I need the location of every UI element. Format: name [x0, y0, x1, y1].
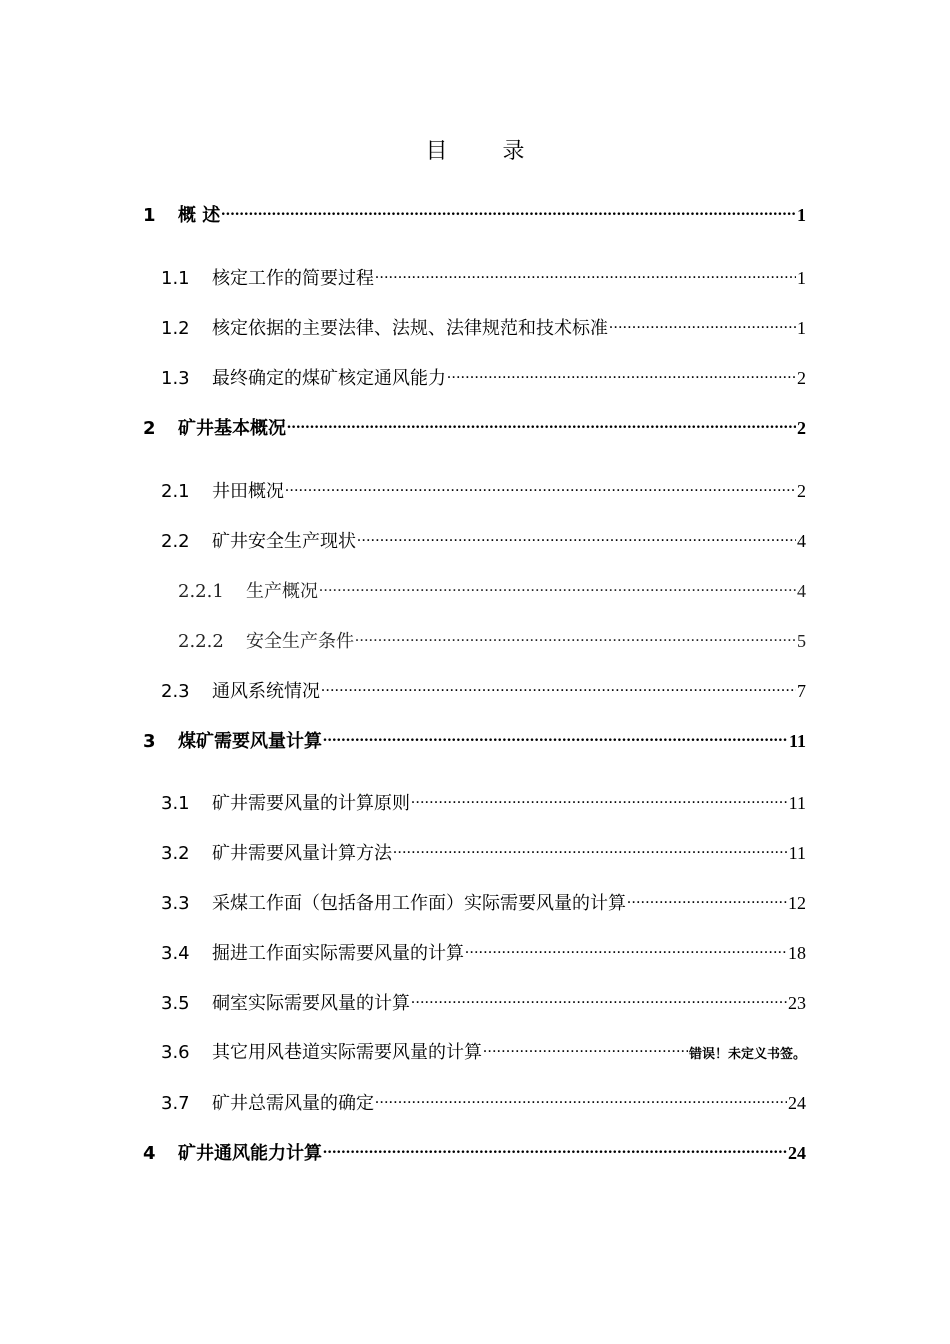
toc-entry-page: 5: [797, 631, 806, 651]
toc-entry-title: 生产概况: [246, 581, 318, 602]
toc-entry-title: 矿井基本概况: [178, 418, 286, 439]
dot-leader: [465, 941, 787, 959]
toc-entry-page: 18: [788, 943, 806, 963]
toc-entry[interactable]: [161, 839, 806, 867]
toc-entry-title: 井田概况: [212, 481, 284, 502]
toc-entry[interactable]: [178, 577, 806, 605]
dot-leader: [375, 266, 796, 284]
toc-entry[interactable]: [161, 1039, 806, 1067]
dot-leader: [321, 679, 796, 697]
dot-leader: [447, 366, 796, 384]
toc-entry-number: 2.2: [161, 531, 190, 552]
toc-entry-page: 12: [788, 893, 806, 913]
toc-entry[interactable]: [161, 1089, 806, 1117]
toc-entry-number: 3: [143, 731, 156, 752]
toc-entry-number: 2.3: [161, 681, 190, 702]
toc-entry[interactable]: [178, 627, 806, 655]
toc-entry-page: 11: [788, 731, 806, 751]
page-title: 目 录: [425, 139, 549, 164]
toc-entry-page: 2: [797, 481, 806, 501]
toc-entry-number: 3.3: [161, 893, 190, 914]
dot-leader: [221, 203, 796, 221]
toc-entry[interactable]: [161, 989, 806, 1017]
toc-entry-page: 4: [797, 531, 806, 551]
toc-entry-title: 矿井通风能力计算: [178, 1143, 322, 1164]
dot-leader: [609, 316, 796, 334]
toc-entry[interactable]: [143, 201, 806, 229]
toc-entry-title: 矿井总需风量的确定: [212, 1093, 374, 1114]
toc-entry-number: 1.2: [161, 318, 190, 339]
toc-entry-title: 核定依据的主要法律、法规、法律规范和技术标准: [212, 318, 608, 339]
toc-entry-number: 1.3: [161, 368, 190, 389]
toc-entry-page: 1: [797, 268, 806, 288]
toc-entry[interactable]: [161, 364, 806, 392]
dot-leader: [287, 416, 796, 434]
toc-entry[interactable]: [161, 677, 806, 705]
toc-entry-number: 2: [143, 418, 156, 439]
toc-entry-title: 最终确定的煤矿核定通风能力: [212, 368, 446, 389]
toc-entry-number: 3.4: [161, 943, 190, 964]
toc-entry[interactable]: [143, 1139, 806, 1167]
toc-entry-number: 3.7: [161, 1093, 190, 1114]
toc-entry[interactable]: [161, 789, 806, 817]
toc-entry-page: 11: [788, 793, 806, 813]
dot-leader: [627, 891, 787, 909]
toc-entry-number: 2.1: [161, 481, 190, 502]
toc-entry-page: 23: [788, 993, 806, 1013]
dot-leader: [285, 479, 796, 497]
toc-entry-number: 3.6: [161, 1042, 190, 1063]
toc-entry-number: 3.2: [161, 843, 190, 864]
toc-entry-number: 3.1: [161, 793, 190, 814]
toc-entry[interactable]: [143, 414, 806, 442]
toc-entry[interactable]: [161, 939, 806, 967]
dot-leader: [357, 529, 796, 547]
toc-entry-page: 4: [797, 581, 806, 601]
toc-entry-title: 煤矿需要风量计算: [178, 731, 322, 752]
toc-entry-page: 7: [797, 681, 806, 701]
dot-leader: [411, 791, 788, 809]
dot-leader: [355, 629, 796, 647]
toc-entry-title: 硐室实际需要风量的计算: [212, 993, 410, 1014]
toc-entry-title: 核定工作的简要过程: [212, 268, 374, 289]
toc-entry-page-error: 错误！未定义书签。: [688, 1046, 806, 1061]
toc-entry-number: 4: [143, 1143, 156, 1164]
toc-entry-number: 1: [143, 205, 156, 226]
toc-entry[interactable]: [161, 889, 806, 917]
dot-leader: [411, 991, 787, 1009]
toc-entry-page: 11: [788, 843, 806, 863]
toc-entry-page: 24: [788, 1143, 806, 1163]
dot-leader: [323, 1141, 787, 1159]
toc-entry-title: 概 述: [178, 205, 221, 226]
toc-entry-page: 2: [797, 368, 806, 388]
toc-entry-title: 通风系统情况: [212, 681, 320, 702]
toc-entry-page: 1: [797, 318, 806, 338]
dot-leader: [483, 1040, 688, 1058]
toc-entry-number: 1.1: [161, 268, 190, 289]
toc-entry-title: 其它用风巷道实际需要风量的计算: [212, 1042, 482, 1063]
toc-entry-page: 24: [788, 1093, 806, 1113]
toc-entry-title: 采煤工作面（包括备用工作面）实际需要风量的计算: [212, 893, 626, 914]
toc-entry[interactable]: [161, 314, 806, 342]
toc-entry[interactable]: [143, 727, 806, 755]
toc-entry-title: 掘进工作面实际需要风量的计算: [212, 943, 464, 964]
toc-entry-title: 安全生产条件: [246, 631, 354, 652]
toc-entry-page: 2: [797, 418, 806, 438]
toc-entry-number: 2.2.1: [178, 581, 224, 602]
toc-entry[interactable]: [161, 527, 806, 555]
toc-entry-number: 3.5: [161, 993, 190, 1014]
toc-entry-title: 矿井需要风量的计算原则: [212, 793, 410, 814]
toc-entry-page: 1: [797, 205, 806, 225]
dot-leader: [375, 1091, 787, 1109]
toc-entry-title: 矿井需要风量计算方法: [212, 843, 392, 864]
dot-leader: [323, 729, 788, 747]
toc-entry-title: 矿井安全生产现状: [212, 531, 356, 552]
dot-leader: [393, 841, 788, 859]
toc-entry[interactable]: [161, 264, 806, 292]
toc-entry-number: 2.2.2: [178, 631, 224, 652]
dot-leader: [319, 579, 796, 597]
toc-entry[interactable]: [161, 477, 806, 505]
